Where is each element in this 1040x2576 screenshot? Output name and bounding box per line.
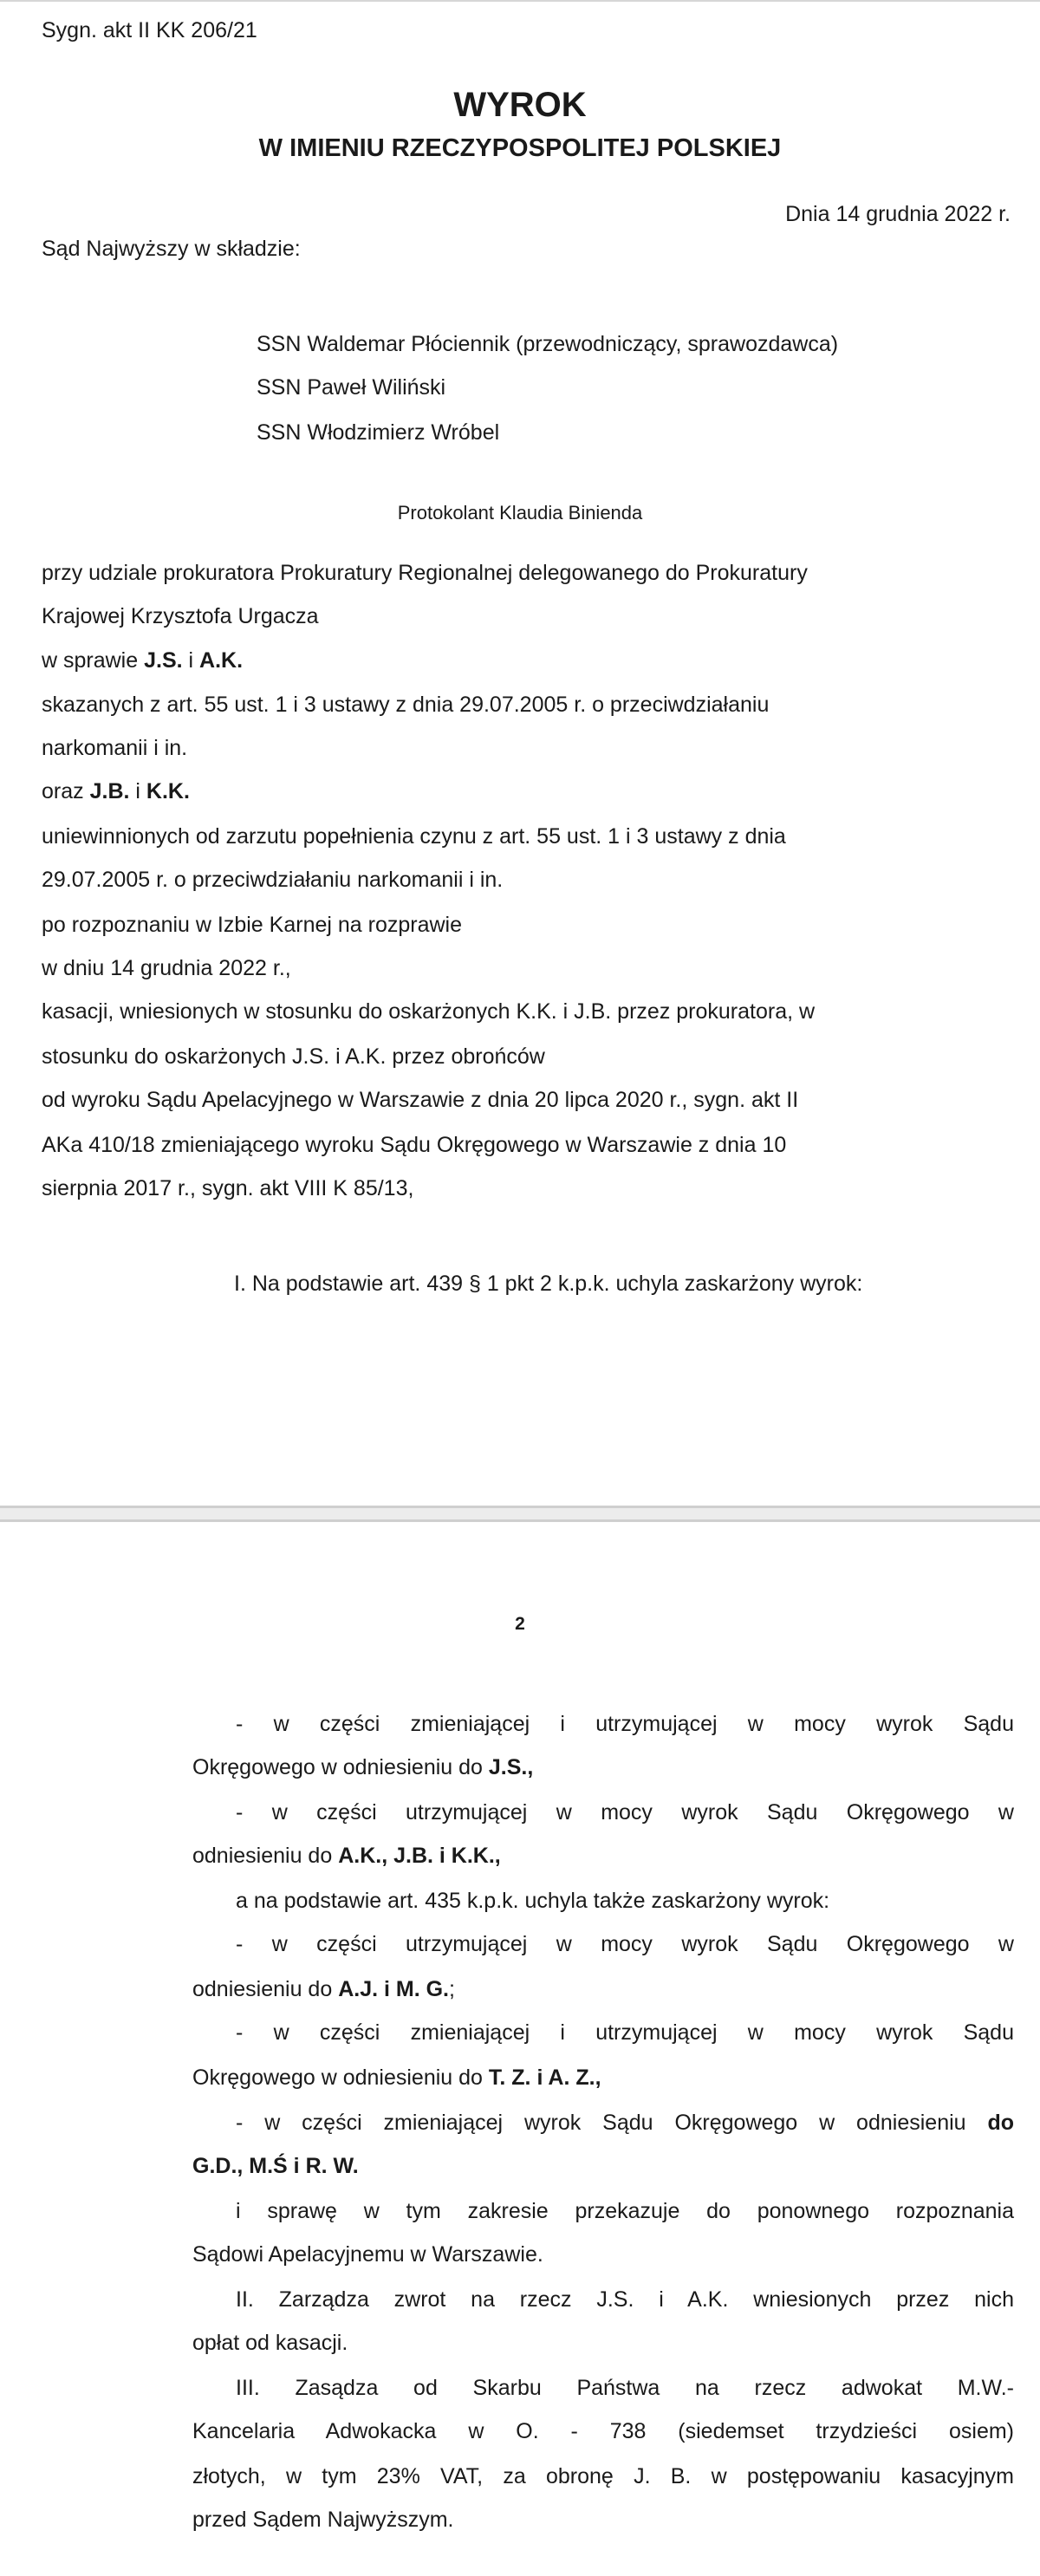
ruling-line: - w części zmieniającej i utrzymującej w mocy wyrok Sądu [236, 1712, 1014, 1736]
ruling-line: opłat od kasacji. [192, 2331, 348, 2355]
case-prefix: w sprawie [42, 648, 145, 673]
judge-2: SSN Paweł Wiliński [257, 375, 446, 400]
acquitted-parties-line [42, 778, 190, 804]
ruling-point-1: I. Na podstawie art. 439 § 1 pkt 2 k.p.k. uchyla zaskarżony wyrok: [234, 1272, 863, 1296]
defendant-name: A.K., J.B. i K.K., [338, 1844, 501, 1868]
page-number: 2 [515, 1614, 525, 1634]
ruling-line: przed Sądem Najwyższym. [192, 2508, 454, 2532]
ruling-line: - w części utrzymującej w mocy wyrok Sądu Okręgowego w [236, 1932, 1014, 1956]
ruling-line: złotych, w tym 23% VAT, za obronę J. B. w postępowaniu kasacyjnym [192, 2464, 1014, 2488]
ruling-line [192, 2065, 1014, 2091]
acquitted-line: uniewinnionych od zarzutu popełnienia czynu z art. 55 ust. 1 i 3 ustawy z dnia [42, 824, 786, 849]
conjunction: i [129, 779, 146, 803]
court-composition: Sąd Najwyższy w składzie: [42, 237, 301, 261]
defendant-name: K.K. [146, 779, 190, 803]
ruling-line [192, 2110, 1014, 2136]
defendant-name: J.S. [144, 648, 183, 673]
defendant-names-line: G.D., M.Ś i R. W. [192, 2154, 359, 2178]
ruling-text: Okręgowego w odniesieniu do [192, 1755, 489, 1779]
prosecutor-line: Krajowej Krzysztofa Urgacza [42, 604, 319, 628]
case-parties-line [42, 647, 243, 673]
ruling-line: Sądowi Apelacyjnemu w Warszawie. [192, 2242, 543, 2267]
convicted-line: skazanych z art. 55 ust. 1 i 3 ustawy z dnia 29.07.2005 r. o przeciwdziałaniu [42, 693, 770, 717]
ruling-line: Kancelaria Adwokacka w O. - 738 (siedemset trzydzieści osiem) [192, 2419, 1014, 2443]
defendant-name: A.J. i M. G. [338, 1977, 449, 2001]
case-signature: Sygn. akt II KK 206/21 [42, 18, 257, 42]
cassation-line: stosunku do oskarżonych J.S. i A.K. przez obrońców [42, 1044, 545, 1069]
verdict-subtitle: W IMIENIU RZECZYPOSPOLITEJ POLSKIEJ [258, 134, 782, 162]
ruling-text: - w części zmieniającej wyrok Sądu Okręgowego w odniesieniu [236, 2111, 988, 2135]
document-page-2 [0, 1522, 1040, 2576]
ruling-text: odniesieniu do [192, 1844, 339, 1868]
verdict-title: WYROK [453, 86, 587, 124]
conjunction: i [182, 648, 200, 673]
hearing-line: po rozpoznaniu w Izbie Karnej na rozprawie [42, 913, 462, 937]
ruling-line: - w części utrzymującej w mocy wyrok Sądu Okręgowego w [236, 1800, 1014, 1825]
judgment-line: AKa 410/18 zmieniającego wyroku Sądu Okręgowego w Warszawie z dnia 10 [42, 1133, 787, 1157]
court-clerk: Protokolant Klaudia Binienda [397, 502, 643, 524]
and-prefix: oraz [42, 779, 90, 803]
convicted-line: narkomanii i in. [42, 736, 188, 760]
defendant-name: T. Z. i A. Z., [488, 2065, 601, 2090]
judgment-line: sierpnia 2017 r., sygn. akt VIII K 85/13, [42, 1176, 414, 1200]
ruling-line: a na podstawie art. 435 k.p.k. uchyla także zaskarżony wyrok: [236, 1889, 830, 1913]
defendant-name: J.S., [488, 1755, 534, 1779]
ruling-line [192, 1843, 1014, 1869]
verdict-date: Dnia 14 grudnia 2022 r. [785, 202, 1011, 226]
cassation-line: kasacji, wniesionych w stosunku do oskarżonych K.K. i J.B. przez prokuratora, w [42, 999, 816, 1024]
ruling-text: Okręgowego w odniesieniu do [192, 2065, 489, 2090]
ruling-point-2: II. Zarządza zwrot na rzecz J.S. i A.K. wniesionych przez nich [236, 2287, 1014, 2312]
judge-3: SSN Włodzimierz Wróbel [257, 420, 500, 445]
ruling-line: - w części zmieniającej i utrzymującej w mocy wyrok Sądu [236, 2020, 1014, 2045]
ruling-line [192, 1976, 1014, 2002]
judgment-line: od wyroku Sądu Apelacyjnego w Warszawie z dnia 20 lipca 2020 r., sygn. akt II [42, 1088, 799, 1112]
prosecutor-line: przy udziale prokuratora Prokuratury Regionalnej delegowanego do Prokuratury [42, 561, 808, 585]
ruling-line: i sprawę w tym zakresie przekazuje do ponownego rozpoznania [236, 2199, 1014, 2223]
defendant-name: J.B. [89, 779, 130, 803]
ruling-text: odniesieniu do [192, 1977, 339, 2001]
hearing-line: w dniu 14 grudnia 2022 r., [42, 956, 291, 980]
ruling-point-3: III. Zasądza od Skarbu Państwa na rzecz adwokat M.W.- [236, 2376, 1014, 2400]
defendant-name: A.K. [199, 648, 244, 673]
judge-1: SSN Waldemar Płóciennik (przewodniczący, sprawozdawca) [257, 332, 839, 356]
ruling-text: ; [449, 1977, 455, 2001]
ruling-line [192, 1754, 1014, 1780]
acquitted-line: 29.07.2005 r. o przeciwdziałaniu narkomanii i in. [42, 868, 504, 892]
page-separator [0, 1506, 1040, 1522]
ruling-bold-word: do [987, 2111, 1014, 2135]
